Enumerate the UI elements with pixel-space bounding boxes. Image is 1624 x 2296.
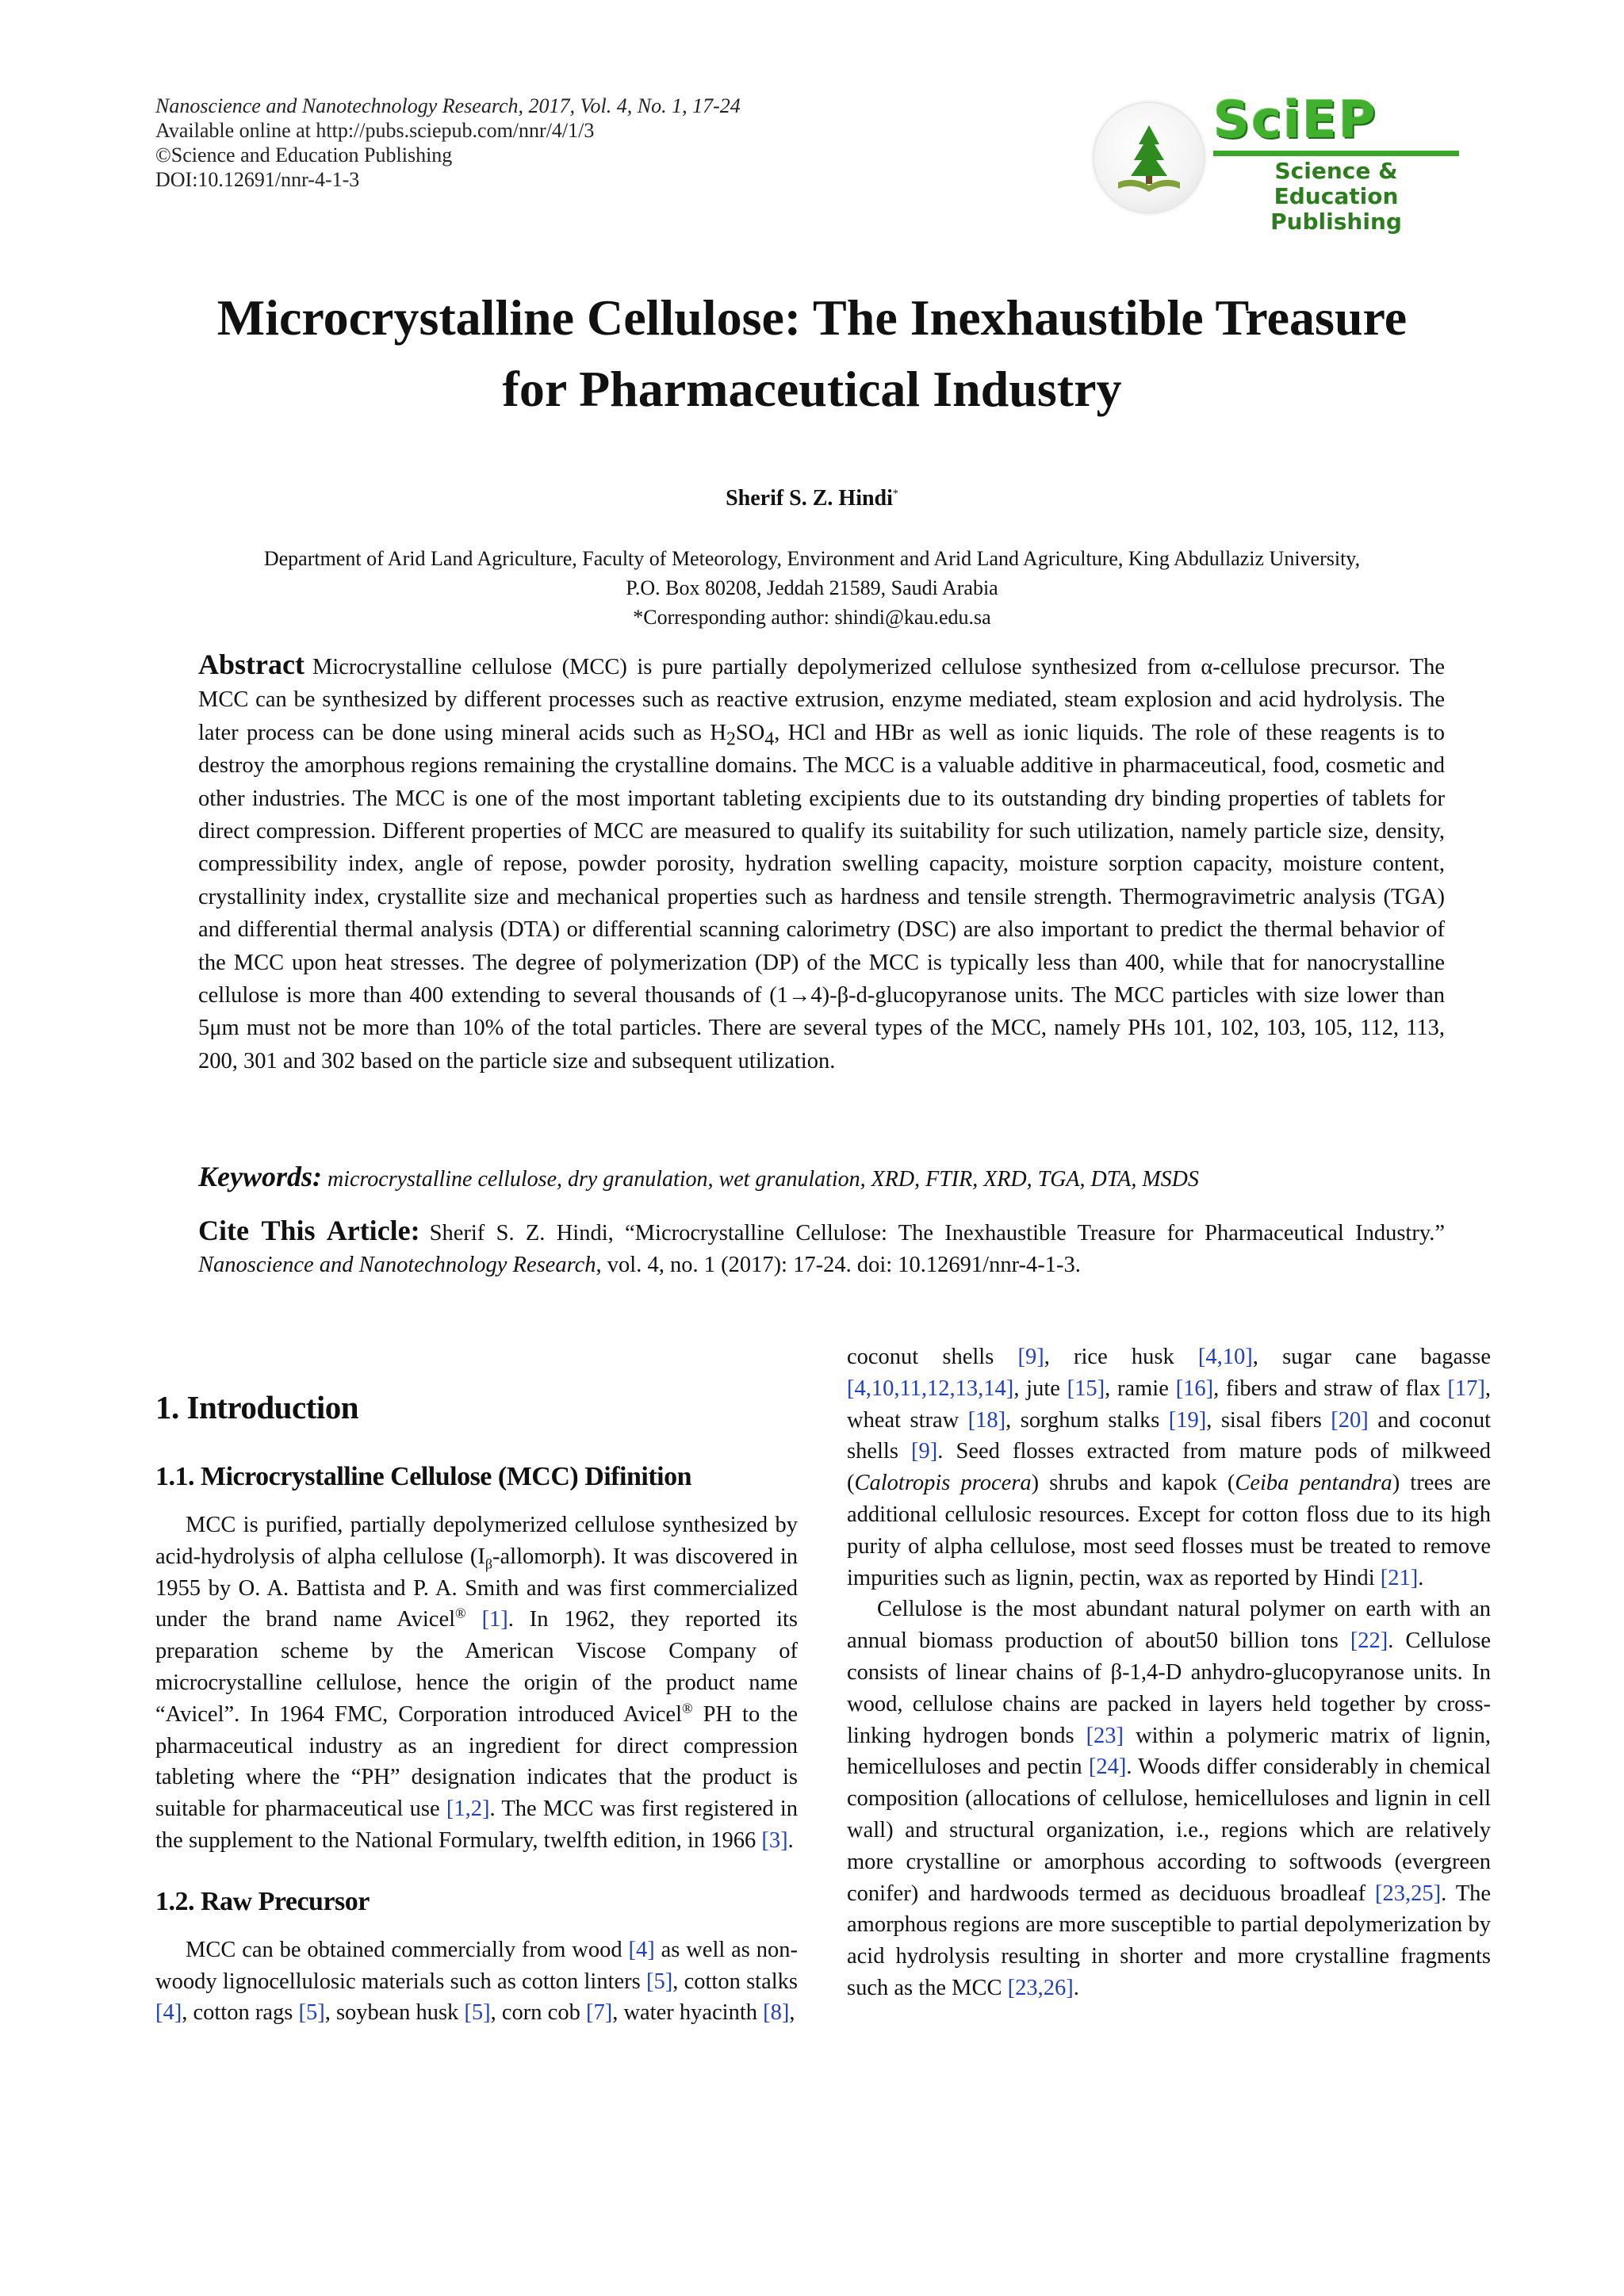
cite-this-article xyxy=(198,1215,1445,1281)
text: as well as non-woody lignocellulosic materials such as cotton linters xyxy=(155,1937,799,1994)
cite-text-b: , vol. 4, no. 1 (2017): 17-24. doi: 10.12691/nnr-4-1-3. xyxy=(596,1253,1081,1277)
citation-link[interactable]: [21] xyxy=(1380,1565,1419,1590)
title-line-2: for Pharmaceutical Industry xyxy=(502,361,1122,417)
keywords-label: Keywords: xyxy=(198,1161,322,1192)
text: , cotton stalks xyxy=(672,1969,798,1994)
sciep-wordmark: SciEP xyxy=(1213,91,1377,150)
text: , soybean husk xyxy=(324,2000,465,2026)
text: MCC is purified, partially depolymerized cellulose synthesized by acid-hydrolysis of alpha cellulose (I xyxy=(155,1513,798,1569)
text: , cotton rags xyxy=(182,2000,299,2026)
text: . The amorphous regions are more susceptible to partial depolymerization by acid hydrolysis resulting in shorter and more crystalline fragments such as the MCC xyxy=(847,1881,1492,2000)
citation-link[interactable]: [24] xyxy=(1088,1755,1127,1780)
author-name: Sherif S. Z. Hindi xyxy=(726,486,893,511)
citation-link[interactable]: [1] xyxy=(481,1607,508,1632)
keywords xyxy=(198,1161,1445,1196)
text: . xyxy=(787,1827,794,1853)
abstract-text-b: SO xyxy=(735,720,765,745)
citation-link[interactable]: [23,25] xyxy=(1375,1881,1442,1906)
section-heading-introduction: 1. Introduction xyxy=(155,1389,359,1425)
affiliation-line-1: Department of Arid Land Agriculture, Faculty of Meteorology, Environment and Arid Land Agriculture, King Abdullaziz University, xyxy=(263,547,1361,570)
registered-mark: ® xyxy=(682,1700,693,1716)
text: , sisal fibers xyxy=(1206,1407,1331,1433)
right-column xyxy=(847,1341,1491,2004)
text: , water hyacinth xyxy=(612,2000,764,2026)
text: Cellulose is the most abundant natural polymer on earth with an annual biomass production of about50 billion tons xyxy=(847,1597,1491,1654)
citation-link[interactable]: [5] xyxy=(646,1969,673,1994)
text: -allomorph). It was discovered in 1955 by O. A. Battista and P. A. Smith and was first commercialized under the brand name Avicel xyxy=(155,1544,798,1632)
affiliation-line-2: P.O. Box 80208, Jeddah 21589, Saudi Arabia xyxy=(626,576,998,599)
keywords-text: microcrystalline cellulose, dry granulation, wet granulation, XRD, FTIR, XRD, TGA, DTA, MSDS xyxy=(327,1167,1199,1192)
logo-divider xyxy=(1213,151,1459,156)
citation-link[interactable]: [20] xyxy=(1331,1407,1369,1433)
tree-book-emblem-icon xyxy=(1094,103,1204,212)
title-line-1: Microcrystalline Cellulose: The Inexhaustible Treasure xyxy=(216,289,1408,346)
corresponding-author: *Corresponding author: shindi@kau.edu.sa xyxy=(633,606,991,629)
citation-link[interactable]: [8] xyxy=(763,2000,790,2026)
citation-link[interactable]: [16] xyxy=(1175,1376,1214,1401)
citation-link[interactable]: [4,10] xyxy=(1197,1345,1253,1369)
author-line xyxy=(119,485,1505,512)
citation-link[interactable]: [19] xyxy=(1168,1407,1207,1433)
text: ) shrubs and kapok ( xyxy=(1031,1471,1235,1496)
cite-label: Cite This Article: xyxy=(198,1215,420,1246)
paper-title xyxy=(119,282,1505,425)
text: , xyxy=(789,2000,795,2026)
text: . The MCC was first registered in the supplement to the National Formulary, twelfth edition, in 1966 xyxy=(155,1797,798,1853)
affiliation xyxy=(119,544,1505,632)
citation-link[interactable]: [4,10,11,12,13,14] xyxy=(847,1376,1014,1401)
text: and coconut shells xyxy=(847,1407,1492,1464)
citation-link[interactable]: [3] xyxy=(761,1827,788,1853)
text: . xyxy=(1073,1975,1079,2000)
paragraph-precursors-continued xyxy=(847,1341,1491,1594)
text: PH to the pharmaceutical industry as an ingredient for direct compression tableting where the “PH” designation indicates that the product is suitable for pharmaceutical use xyxy=(155,1701,798,1822)
paragraph-cellulose-structure xyxy=(847,1594,1491,2003)
citation-link[interactable]: [23,26] xyxy=(1007,1975,1074,2000)
text: . xyxy=(1418,1565,1424,1590)
copyright-line: ©Science and Education Publishing xyxy=(155,144,453,166)
citation-link[interactable]: [7] xyxy=(585,2000,613,2026)
abstract xyxy=(198,649,1445,1077)
journal-header xyxy=(155,94,1028,192)
citation-link[interactable]: [5] xyxy=(298,2000,325,2026)
text: within a polymeric matrix of lignin, hemicelluloses and pectin xyxy=(847,1723,1491,1780)
citation-link[interactable]: [4] xyxy=(155,2000,182,2026)
availability-line: Available online at http://pubs.sciepub.com/nnr/4/1/3 xyxy=(155,119,595,142)
text: MCC can be obtained commercially from wood xyxy=(186,1937,629,1962)
abstract-label: Abstract xyxy=(198,649,304,680)
journal-citation-line: Nanoscience and Nanotechnology Research, 2017, Vol. 4, No. 1, 17-24 xyxy=(155,94,741,117)
text: . Cellulose consists of linear chains of β-1,4-D anhydro-glucopyranose units. In wood, cellulose chains are packed in layers held together by cross-linking hydrogen bonds xyxy=(847,1628,1491,1748)
citation-link[interactable]: [23] xyxy=(1086,1723,1124,1748)
species-name: Ceiba pentandra xyxy=(1235,1471,1392,1496)
citation-link[interactable]: [17] xyxy=(1447,1376,1485,1401)
citation-link[interactable]: [9] xyxy=(911,1439,938,1464)
subscript-beta: β xyxy=(485,1556,493,1572)
subsection-heading-raw-precursor: 1.2. Raw Precursor xyxy=(155,1886,370,1916)
paragraph-mcc-definition xyxy=(155,1510,798,1857)
corresponding-mark: * xyxy=(892,488,898,500)
publisher-logo xyxy=(1094,91,1467,235)
citation-link[interactable]: [5] xyxy=(464,2000,491,2026)
abstract-text-a: Microcrystalline cellulose (MCC) is pure partially depolymerized cellulose synthesized from α-cellulose precursor. The MCC can be synthesized by different processes such as reactive extrusion, enzyme mediated, steam explosion and acid hydrolysis. The later process can be done using mineral acids such as H xyxy=(198,655,1445,745)
citation-link[interactable]: [4] xyxy=(628,1937,655,1962)
logo-subtitle xyxy=(1213,159,1459,235)
species-name: Calotropis procera xyxy=(854,1471,1032,1496)
text: . Woods differ considerably in chemical composition (allocations of cellulose, hemicelluloses and lignin in cell wall) and structural organization, i.e., regions which are relatively more crystalline or amorphous according to softwoods (evergreen conifer) and hardwoods termed as deciduous broadleaf xyxy=(847,1755,1491,1906)
citation-link[interactable]: [22] xyxy=(1350,1628,1388,1654)
citation-link[interactable]: [18] xyxy=(967,1407,1006,1433)
registered-mark: ® xyxy=(455,1605,466,1621)
abstract-sub-2: 2 xyxy=(726,729,736,750)
cite-text-a: Sherif S. Z. Hindi, “Microcrystalline Cellulose: The Inexhaustible Treasure for Pharmaceutical Industry.” xyxy=(429,1221,1445,1246)
text: . In 1962, they reported its preparation scheme by the American Viscose Company of microcrystalline cellulose, hence the origin of the product name “Avicel”. In 1964 FMC, Corporation introduced Avicel xyxy=(155,1607,798,1727)
text: , sugar cane bagasse xyxy=(1252,1345,1491,1369)
citation-link[interactable]: [15] xyxy=(1067,1376,1105,1401)
text: , wheat straw xyxy=(847,1376,1491,1433)
citation-link[interactable]: [1,2] xyxy=(446,1797,490,1822)
abstract-sub-4: 4 xyxy=(764,729,775,750)
left-column xyxy=(155,1387,798,2029)
text: , fibers and straw of flax xyxy=(1213,1376,1448,1401)
text: ) trees are additional cellulosic resources. Except for cotton floss due to its high purity of alpha cellulose, most seed flosses must be treated to remove impurities such as lignin, pectin, wax as reported by Hindi xyxy=(847,1471,1491,1590)
doi-line: DOI:10.12691/nnr-4-1-3 xyxy=(155,168,360,191)
paragraph-raw-precursor xyxy=(155,1934,798,2029)
text: , ramie xyxy=(1105,1376,1176,1401)
text: , rice husk xyxy=(1044,1345,1198,1369)
logo-subtitle-line1: Science & Education xyxy=(1274,158,1399,209)
citation-link[interactable]: [9] xyxy=(1017,1345,1044,1369)
subsection-heading-mcc-definition: 1.1. Microcrystalline Cellulose (MCC) Difinition xyxy=(155,1462,692,1491)
text: , corn cob xyxy=(490,2000,586,2026)
text: coconut shells xyxy=(847,1345,1018,1369)
text: , jute xyxy=(1013,1376,1067,1401)
text: , sorghum stalks xyxy=(1005,1407,1169,1433)
abstract-text-c: , HCl and HBr as well as ionic liquids. The role of these reagents is to destroy the amorphous regions remaining the crystalline domains. The MCC is a valuable additive in pharmaceutical, food, cosmetic and other industries. The MCC is one of the most important tableting excipients due to its outstanding dry binding properties of tablets for direct compression. Different properties of MCC are measured to qualify its suitability for such utilization, namely particle size, density, compressibility index, angle of repose, powder porosity, hydration swelling capacity, moisture sorption capacity, moisture content, crystallinity index, crystallite size and mechanical properties such as hardness and tensile strength. Thermogravimetric analysis (TGA) and differential thermal analysis (DTA) or differential scanning calorimetry (DSC) are also important to predict the thermal behavior of the MCC upon heat stresses. The degree of polymerization (DP) of the MCC is typically less than 400, while that for nanocrystalline cellulose is more than 400 extending to several thousands of (1→4)-β-d-glucopyranose units. The MCC particles with size lower than 5μm must not be more than 10% of the total particles. There are several types of the MCC, namely PHs 101, 102, 103, 105, 112, 113, 200, 301 and 302 based on the particle size and subsequent utilization. xyxy=(198,720,1446,1073)
cite-journal: Nanoscience and Nanotechnology Research xyxy=(198,1253,596,1277)
text: . Seed flosses extracted from mature pods of milkweed ( xyxy=(847,1439,1491,1496)
logo-subtitle-line2: Publishing xyxy=(1270,209,1402,235)
